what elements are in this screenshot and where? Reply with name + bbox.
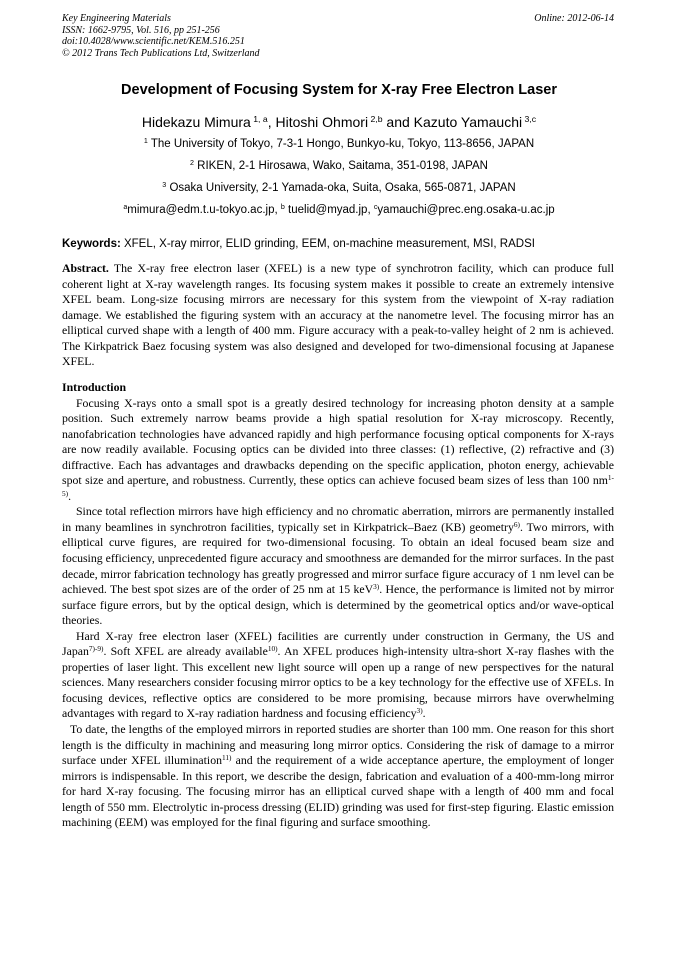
affiliation-3 [0, 182, 678, 194]
citation: 3) [416, 706, 423, 716]
paragraph-text: Focusing X-rays onto a small spot is a greatly desired technology for increasing photon density at a sample position. Such extremely narrow beams provide a high spatial resolution for X-ray microscopy. Recently, nanofabrication technologies have advanced rapidly and high performance focusing optical components for X-rays are now readily available. Focusing optics can be divided into three classes: (1) reflective, (2) refractive and (3) diffractive. Each has advantages and drawbacks depending on the specific application, photon energy, achievable spot size and aperture, and robustness. Currently, these optics can achieve focused beam sizes of less than 100 nm [62, 395, 614, 488]
paragraph-text: To date, the lengths of the employed mirrors in reported studies are shorter than 100 mm. One reason for this short length is the difficulty in machining and measuring long mirror optics. Considering the risk of damage to a mirror surface under XFEL illumination [62, 722, 614, 768]
email-text: mimura@edm.t.u-tokyo.ac.jp, [127, 204, 278, 216]
email-line [0, 204, 678, 216]
affil-mark: 3 [162, 181, 167, 190]
author-line [0, 114, 678, 130]
affil-mark: 2 [190, 159, 194, 168]
journal-name: Key Engineering Materials [62, 13, 171, 24]
doi-line: doi:10.4028/www.scientific.net/KEM.516.251 [62, 36, 245, 47]
keywords-label: Keywords: [62, 238, 121, 250]
intro-paragraph-3 [62, 629, 614, 722]
email-mark: a [123, 203, 128, 212]
citation: 3) [373, 582, 380, 592]
online-date: Online: 2012-06-14 [534, 13, 614, 24]
journal-header [62, 13, 260, 59]
author-name: and Kazuto Yamauchi [386, 114, 523, 130]
paragraph-text: . [422, 706, 426, 721]
author-name: , Hitoshi Ohmori [267, 114, 369, 130]
email-mark: b [280, 203, 285, 212]
author-affil-mark: 2,b [368, 114, 383, 125]
issn-line: ISSN: 1662-9795, Vol. 516, pp 251-256 [62, 24, 220, 36]
intro-paragraph-4 [62, 722, 614, 831]
author-affil-mark: 3,c [522, 114, 537, 125]
introduction-heading: Introduction [62, 380, 127, 394]
paragraph-text: . Hence, the performance is limited not by mirror surface figure errors, but by the optical design, which is determined by the geometrical optics and/or wave-optical theories. [62, 582, 615, 628]
citation: 6) [513, 519, 520, 529]
abstract-label: Abstract. [62, 261, 109, 275]
author-name: Hidekazu Mimura [141, 114, 251, 130]
intro-paragraph-1 [62, 396, 614, 505]
paragraph-text: and the requirement of a wide acceptance aperture, the employment of longer mirrors is indispensable. In this report, we describe the design, fabrication and evaluation of a 400-mm-long mirror for hard X-ray focusing. The focusing mirror has an elliptical curved shape with a length of 400 mm and focal length of 550 mm. Electrolytic in-process dressing (ELID) grinding was used for first-step figuring. Elastic emission machining (EEM) was employed for the final figuring and surface smoothing. [62, 753, 614, 830]
affil-text: The University of Tokyo, 7-3-1 Hongo, Bunkyo-ku, Tokyo, 113-8656, JAPAN [147, 138, 535, 150]
paragraph-text: Since total reflection mirrors have high efficiency and no chromatic aberration, mirrors are permanently installed in many beamlines in synchrotron facilities, typically set in Kirkpatrick–Baez (KB) geometry [62, 504, 614, 534]
paragraph-text: . Soft XFEL are already available [103, 644, 268, 659]
affil-text: Osaka University, 2-1 Yamada-oka, Suita, Osaka, 565-0871, JAPAN [166, 182, 516, 194]
email-mark: c [373, 203, 378, 212]
paragraph-text: . Two mirrors, with elliptical curve figures, are required for two-dimensional focusing. To obtain an ideal focused beam size and focusing efficiency, unprecedented figure accuracy and smoothness are demanded for the mirror surfaces. In the past decade, mirror fabrication technology has greatly progressed and mirror surface figure accuracy of 1 nm level can be achieved. The best spot sizes are of the order of 25 nm at 15 keV [62, 519, 614, 597]
affiliation-2 [0, 160, 678, 172]
introduction-section [62, 380, 614, 831]
citation: 10) [267, 644, 278, 654]
copyright-line: © 2012 Trans Tech Publications Ltd, Switzerland [62, 47, 260, 59]
affiliation-1 [0, 138, 678, 150]
citation: 1-5) [62, 473, 614, 498]
email-text: yamauchi@prec.eng.osaka-u.ac.jp [377, 204, 555, 216]
keywords-text: XFEL, X-ray mirror, ELID grinding, EEM, on-machine measurement, MSI, RADSI [120, 238, 535, 250]
citation: 11) [222, 753, 232, 763]
keywords-line [62, 238, 614, 250]
abstract [62, 261, 614, 370]
affil-text: RIKEN, 2-1 Hirosawa, Wako, Saitama, 351-0198, JAPAN [193, 160, 488, 172]
author-affil-mark: 1, a [250, 114, 268, 125]
email-text: tuelid@myad.jp, [284, 204, 371, 216]
abstract-text: The X-ray free electron laser (XFEL) is a new type of synchrotron facility, which can produce full coherent light at X-ray wavelength ranges. Its focusing system makes it possible to create an extremely intensive XFEL beam. Long-size focusing mirrors are necessary for this system from the viewpoint of X-ray radiation damage. We established the figuring system with an accuracy at the nanometre level. The focusing mirror has an elliptical curved shape with a length of 400 mm. Figure accuracy with a peak-to-valley height of 2 nm is achieved. The Kirkpatrick Baez focusing system was also designed and developed for two-dimensional focusing at Japanese XFEL. [62, 261, 614, 369]
paragraph-text: . An XFEL produces high-intensity ultra-short X-ray flashes with the properties of laser light. This excellent new light source will open up a range of new perspectives for the natural sciences. Many researchers consider focusing mirror optics to be a key technology for the effective use of XFELs. In focusing devices, reflective optics are considered to be more promising, because mirrors have overwhelming advantages with regard to X-ray radiation hardness and focusing efficiency [62, 644, 614, 721]
paragraph-text: . [68, 488, 72, 503]
intro-paragraph-2 [62, 504, 614, 628]
paragraph-text: Hard X-ray free electron laser (XFEL) facilities are currently under construction in Germany, the US and Japan [62, 628, 614, 659]
citation: 7)-9) [88, 644, 104, 654]
paper-title: Development of Focusing System for X-ray Free Electron Laser [121, 82, 557, 98]
affil-mark: 1 [143, 137, 148, 146]
